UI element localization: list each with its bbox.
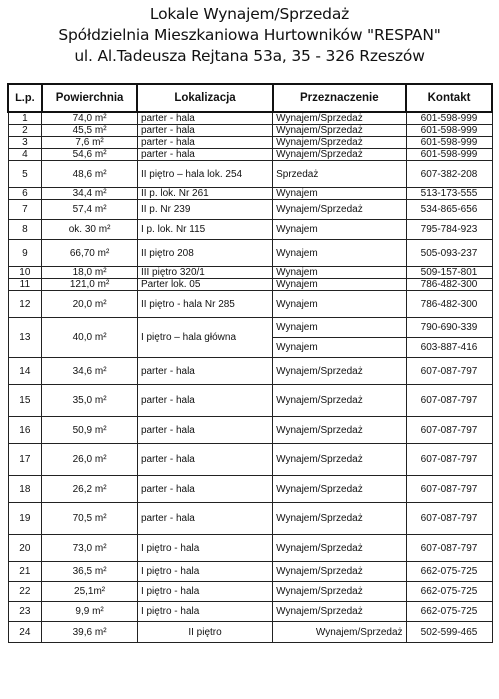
purpose-cell: Wynajem/Sprzedaż (273, 602, 406, 622)
contact-cell: 795-784-923 (406, 220, 492, 240)
area-cell: 18,0 m² (42, 267, 138, 279)
contact-cell: 662-075-725 (406, 582, 492, 602)
row-number: 11 (8, 279, 42, 291)
area-cell: 48,6 m² (42, 161, 138, 188)
area-cell: 34,4 m² (42, 188, 138, 200)
contact-cell: 505-093-237 (406, 240, 492, 267)
contact-cell: 607-087-797 (406, 417, 492, 444)
document-title: Lokale Wynajem/Sprzedaż (149, 5, 350, 23)
table-row (8, 444, 492, 476)
location-cell: I piętro - hala (137, 602, 272, 622)
purpose-cell: Wynajem (273, 220, 406, 240)
location-cell: parter - hala (137, 149, 272, 161)
area-cell: 73,0 m² (42, 535, 138, 562)
area-cell: 40,0 m² (42, 318, 138, 358)
table-row (8, 503, 492, 535)
area-cell: 39,6 m² (42, 622, 138, 643)
row-number: 18 (8, 476, 42, 503)
purpose-cell: Wynajem/Sprzedaż (273, 444, 406, 476)
contact-cell: 607-087-797 (406, 358, 492, 385)
area-cell: 20,0 m² (42, 291, 138, 318)
row-number: 13 (8, 318, 42, 358)
row-number: 23 (8, 602, 42, 622)
purpose-cell: Wynajem/Sprzedaż (273, 582, 406, 602)
location-cell: parter - hala (137, 358, 272, 385)
purpose-cell: Wynajem/Sprzedaż (273, 112, 406, 125)
contact-cell: 534-865-656 (406, 200, 492, 220)
area-cell: 74,0 m² (42, 112, 138, 125)
row-number: 19 (8, 503, 42, 535)
contact-cell: 601-598-999 (406, 112, 492, 125)
purpose-cell: Wynajem/Sprzedaż (273, 535, 406, 562)
contact-cell: 601-598-999 (406, 137, 492, 149)
area-cell: 26,0 m² (42, 444, 138, 476)
table-row (8, 358, 492, 385)
table-row (8, 279, 492, 291)
table-row (8, 417, 492, 444)
area-cell: 45,5 m² (42, 125, 138, 137)
location-cell: parter - hala (137, 137, 272, 149)
purpose-cell: Wynajem/Sprzedaż (273, 417, 406, 444)
contact-cell: 502-599-465 (406, 622, 492, 643)
document-header (0, 0, 499, 67)
location-cell: II p. lok. Nr 261 (137, 188, 272, 200)
contact-cell: 790-690-339 (406, 318, 492, 338)
table-row (8, 385, 492, 417)
row-number: 6 (8, 188, 42, 200)
area-cell: 54,6 m² (42, 149, 138, 161)
area-cell: 35,0 m² (42, 385, 138, 417)
row-number: 4 (8, 149, 42, 161)
purpose-cell: Wynajem/Sprzedaż (273, 200, 406, 220)
table-row (8, 240, 492, 267)
area-cell: 7,6 m² (42, 137, 138, 149)
contact-cell: 603-887-416 (406, 338, 492, 358)
contact-cell: 601-598-999 (406, 149, 492, 161)
location-cell: II piętro – hala lok. 254 (137, 161, 272, 188)
area-cell: 34,6 m² (42, 358, 138, 385)
location-cell: II p. Nr 239 (137, 200, 272, 220)
row-number: 8 (8, 220, 42, 240)
table-row (8, 188, 492, 200)
purpose-cell: Wynajem/Sprzedaż (273, 385, 406, 417)
area-cell: 121,0 m² (42, 279, 138, 291)
contact-cell: 662-075-725 (406, 602, 492, 622)
area-cell: 50,9 m² (42, 417, 138, 444)
contact-cell: 607-382-208 (406, 161, 492, 188)
contact-cell: 786-482-300 (406, 291, 492, 318)
purpose-cell: Wynajem/Sprzedaż (273, 358, 406, 385)
table-body (8, 112, 492, 643)
row-number: 21 (8, 562, 42, 582)
location-cell: I piętro - hala (137, 535, 272, 562)
column-header-lp: L.p. (8, 84, 42, 112)
table-row (8, 137, 492, 149)
row-number: 5 (8, 161, 42, 188)
area-cell: 9,9 m² (42, 602, 138, 622)
area-cell: 26,2 m² (42, 476, 138, 503)
table-row (8, 582, 492, 602)
organization-address: ul. Al.Tadeusza Rejtana 53a, 35 - 326 Rzeszów (74, 47, 425, 65)
purpose-cell: Sprzedaż (273, 161, 406, 188)
location-cell: parter - hala (137, 417, 272, 444)
purpose-cell: Wynajem/Sprzedaż (273, 562, 406, 582)
table-row (8, 149, 492, 161)
location-cell: parter - hala (137, 112, 272, 125)
row-number: 16 (8, 417, 42, 444)
table-row (8, 476, 492, 503)
table-row (8, 200, 492, 220)
contact-cell: 601-598-999 (406, 125, 492, 137)
contact-cell: 509-157-801 (406, 267, 492, 279)
row-number: 3 (8, 137, 42, 149)
table-row (8, 602, 492, 622)
location-cell: I p. lok. Nr 115 (137, 220, 272, 240)
purpose-cell: Wynajem (273, 291, 406, 318)
area-cell: ok. 30 m² (42, 220, 138, 240)
purpose-cell: Wynajem (273, 279, 406, 291)
table-row (8, 562, 492, 582)
purpose-cell: Wynajem/Sprzedaż (273, 137, 406, 149)
row-number: 15 (8, 385, 42, 417)
row-number: 10 (8, 267, 42, 279)
area-cell: 70,5 m² (42, 503, 138, 535)
location-cell: II piętro (137, 622, 272, 643)
purpose-cell: Wynajem (273, 318, 406, 338)
purpose-cell: Wynajem/Sprzedaż (273, 503, 406, 535)
row-number: 22 (8, 582, 42, 602)
contact-cell: 607-087-797 (406, 444, 492, 476)
contact-cell: 607-087-797 (406, 385, 492, 417)
area-cell: 57,4 m² (42, 200, 138, 220)
contact-cell: 662-075-725 (406, 562, 492, 582)
table-row (8, 125, 492, 137)
contact-cell: 786-482-300 (406, 279, 492, 291)
row-number: 7 (8, 200, 42, 220)
location-cell: I piętro - hala (137, 582, 272, 602)
row-number: 14 (8, 358, 42, 385)
row-number: 12 (8, 291, 42, 318)
row-number: 1 (8, 112, 42, 125)
purpose-cell: Wynajem (273, 267, 406, 279)
table-row (8, 622, 492, 643)
row-number: 20 (8, 535, 42, 562)
purpose-cell: Wynajem/Sprzedaż (273, 125, 406, 137)
purpose-cell: Wynajem/Sprzedaż (273, 622, 406, 643)
location-cell: parter - hala (137, 476, 272, 503)
location-cell: parter - hala (137, 444, 272, 476)
location-cell: II piętro - hala Nr 285 (137, 291, 272, 318)
row-number: 9 (8, 240, 42, 267)
location-cell: I piętro - hala (137, 562, 272, 582)
purpose-cell: Wynajem/Sprzedaż (273, 476, 406, 503)
location-cell: III piętro 320/1 (137, 267, 272, 279)
purpose-cell: Wynajem (273, 240, 406, 267)
location-cell: I piętro – hala główna (137, 318, 272, 358)
column-header-contact: Kontakt (406, 84, 492, 112)
column-header-area: Powierchnia (42, 84, 138, 112)
location-cell: parter - hala (137, 125, 272, 137)
table-row (8, 220, 492, 240)
column-header-location: Lokalizacja (137, 84, 272, 112)
area-cell: 25,1m² (42, 582, 138, 602)
location-cell: parter - hala (137, 503, 272, 535)
row-number: 2 (8, 125, 42, 137)
table-row (8, 318, 492, 338)
table-row (8, 267, 492, 279)
contact-cell: 513-173-555 (406, 188, 492, 200)
contact-cell: 607-087-797 (406, 535, 492, 562)
table-row (8, 291, 492, 318)
table-row (8, 535, 492, 562)
premises-table (7, 83, 493, 643)
contact-cell: 607-087-797 (406, 503, 492, 535)
location-cell: II piętro 208 (137, 240, 272, 267)
row-number: 24 (8, 622, 42, 643)
area-cell: 66,70 m² (42, 240, 138, 267)
table-header-row (8, 84, 492, 112)
area-cell: 36,5 m² (42, 562, 138, 582)
organization-name: Spółdzielnia Mieszkaniowa Hurtowników "RESPAN" (58, 26, 441, 44)
table-row (8, 112, 492, 125)
row-number: 17 (8, 444, 42, 476)
location-cell: parter - hala (137, 385, 272, 417)
contact-cell: 607-087-797 (406, 476, 492, 503)
purpose-cell: Wynajem/Sprzedaż (273, 149, 406, 161)
location-cell: Parter lok. 05 (137, 279, 272, 291)
table-row (8, 161, 492, 188)
purpose-cell: Wynajem (273, 188, 406, 200)
column-header-purpose: Przeznaczenie (273, 84, 406, 112)
purpose-cell: Wynajem (273, 338, 406, 358)
